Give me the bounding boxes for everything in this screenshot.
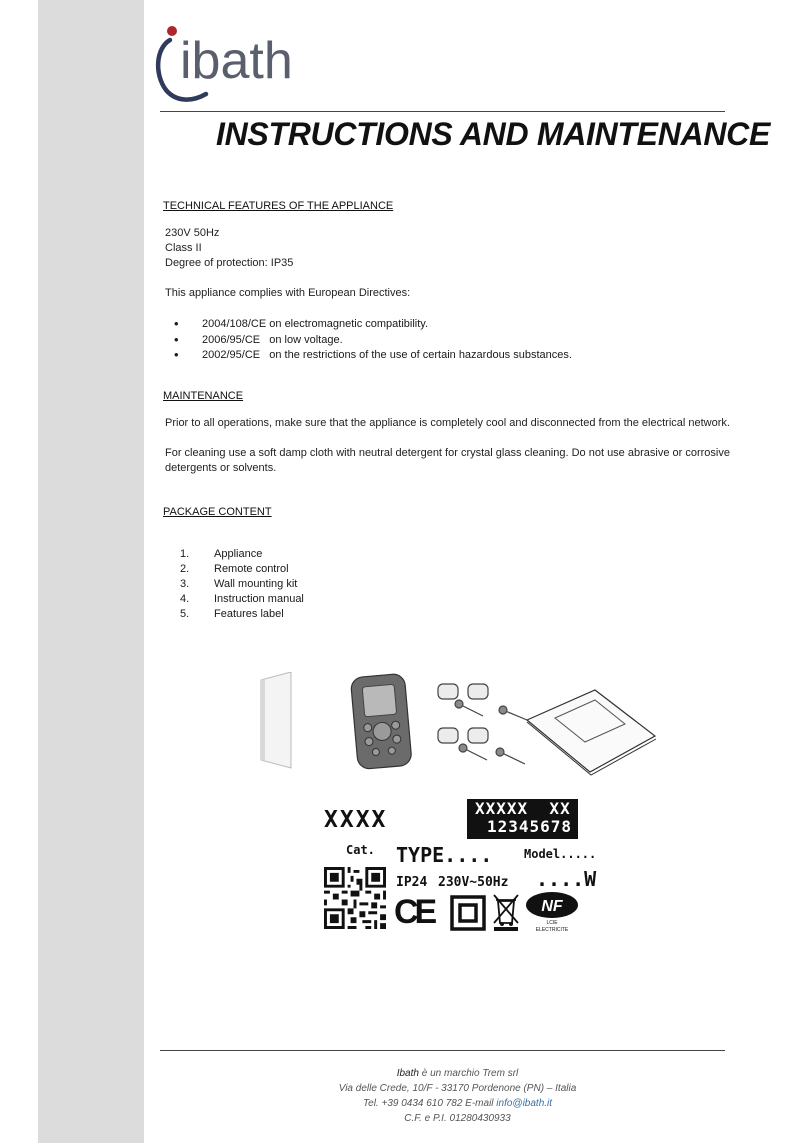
list-item bbox=[180, 547, 304, 562]
class-ii-icon bbox=[450, 895, 486, 931]
item-label: Instruction manual bbox=[214, 593, 304, 605]
appliance-image bbox=[261, 672, 291, 768]
footer-brand-rest: è un marchio Trem srl bbox=[418, 1068, 519, 1079]
package-list bbox=[180, 547, 304, 622]
wall-mounting-kit-image bbox=[438, 684, 527, 764]
package-illustration bbox=[255, 672, 665, 782]
side-strip bbox=[38, 0, 144, 1143]
logo-wordmark: ibath bbox=[180, 32, 293, 90]
label-cat: Cat. bbox=[346, 843, 375, 857]
item-number: 1. bbox=[180, 548, 190, 560]
label-supply: 230V~50Hz bbox=[438, 875, 509, 890]
item-number: 4. bbox=[180, 593, 190, 605]
footer-address: Via delle Crede, 10/F - 33170 Pordenone (PN) – Italia bbox=[338, 1083, 577, 1094]
qr-code-icon bbox=[324, 867, 386, 929]
list-item bbox=[180, 562, 304, 577]
instruction-manual-image bbox=[527, 690, 656, 775]
footer-phone: Tel. +39 0434 610 782 E-mail bbox=[362, 1098, 497, 1109]
serial-bottom: 12345678 bbox=[487, 817, 573, 836]
footer-brand: Ibath bbox=[396, 1068, 419, 1079]
technical-heading: TECHNICAL FEATURES OF THE APPLIANCE bbox=[163, 200, 394, 212]
logo-dot bbox=[167, 26, 177, 36]
page-title: INSTRUCTIONS AND MAINTENANCE bbox=[216, 116, 770, 152]
voltage-text: 230V 50Hz bbox=[165, 227, 220, 239]
remote-control-image bbox=[350, 673, 412, 769]
label-code: XXXX bbox=[324, 807, 388, 833]
nf-sub-2: ELECTRICITE bbox=[535, 927, 569, 933]
features-label bbox=[318, 795, 597, 940]
footer-divider bbox=[160, 1050, 725, 1051]
header-divider bbox=[160, 111, 725, 112]
ce-mark-icon: CE bbox=[394, 893, 434, 931]
item-number: 5. bbox=[180, 608, 190, 620]
protection-text: Degree of protection: IP35 bbox=[165, 257, 294, 269]
package-heading: PACKAGE CONTENT bbox=[163, 506, 272, 518]
list-item: • 2006/95/CE on low voltage. bbox=[172, 333, 572, 349]
footer bbox=[160, 1066, 755, 1126]
maintenance-paragraph-2: For cleaning use a soft damp cloth with neutral detergent for crystal glass cleaning. Do not use abrasive or corrosive detergents or solvents. bbox=[165, 447, 730, 474]
maintenance-paragraph-1: Prior to all operations, make sure that the appliance is completely cool and disconnected from the electrical network. bbox=[165, 417, 730, 429]
item-label: Features label bbox=[214, 608, 284, 620]
class-text: Class II bbox=[165, 242, 202, 254]
label-model: Model..... bbox=[524, 847, 597, 861]
list-item bbox=[180, 592, 304, 607]
label-type: TYPE.... bbox=[396, 843, 493, 867]
item-label: Appliance bbox=[214, 548, 263, 560]
label-watts: ....W bbox=[536, 867, 597, 891]
serial-top: XXXXX XX bbox=[475, 799, 571, 818]
footer-contact-line bbox=[160, 1096, 755, 1111]
list-item bbox=[180, 577, 304, 592]
maintenance-heading: MAINTENANCE bbox=[163, 390, 244, 402]
label-ip: IP24 bbox=[396, 875, 428, 890]
item-label: Wall mounting kit bbox=[214, 578, 298, 590]
footer-brand-line bbox=[160, 1066, 755, 1081]
nf-mark-icon bbox=[524, 891, 580, 933]
weee-bin-icon bbox=[492, 893, 520, 931]
directives-intro: This appliance complies with European Directives: bbox=[165, 287, 411, 299]
nf-sub-1: LCIE bbox=[546, 920, 558, 926]
serial-box bbox=[467, 799, 578, 839]
item-number: 3. bbox=[180, 578, 190, 590]
directives-list bbox=[172, 317, 572, 364]
footer-vat: C.F. e P.I. 01280430933 bbox=[404, 1113, 511, 1124]
list-item bbox=[180, 607, 304, 622]
page-margin bbox=[0, 0, 38, 1143]
ibath-logo bbox=[150, 14, 325, 109]
email-link[interactable]: info@ibath.it bbox=[496, 1098, 553, 1109]
item-label: Remote control bbox=[214, 563, 289, 575]
nf-text: NF bbox=[541, 898, 563, 915]
list-item: • 2004/108/CE on electromagnetic compatibility. bbox=[172, 317, 572, 333]
list-item: • 2002/95/CE on the restrictions of the use of certain hazardous substances. bbox=[172, 348, 572, 364]
item-number: 2. bbox=[180, 563, 190, 575]
